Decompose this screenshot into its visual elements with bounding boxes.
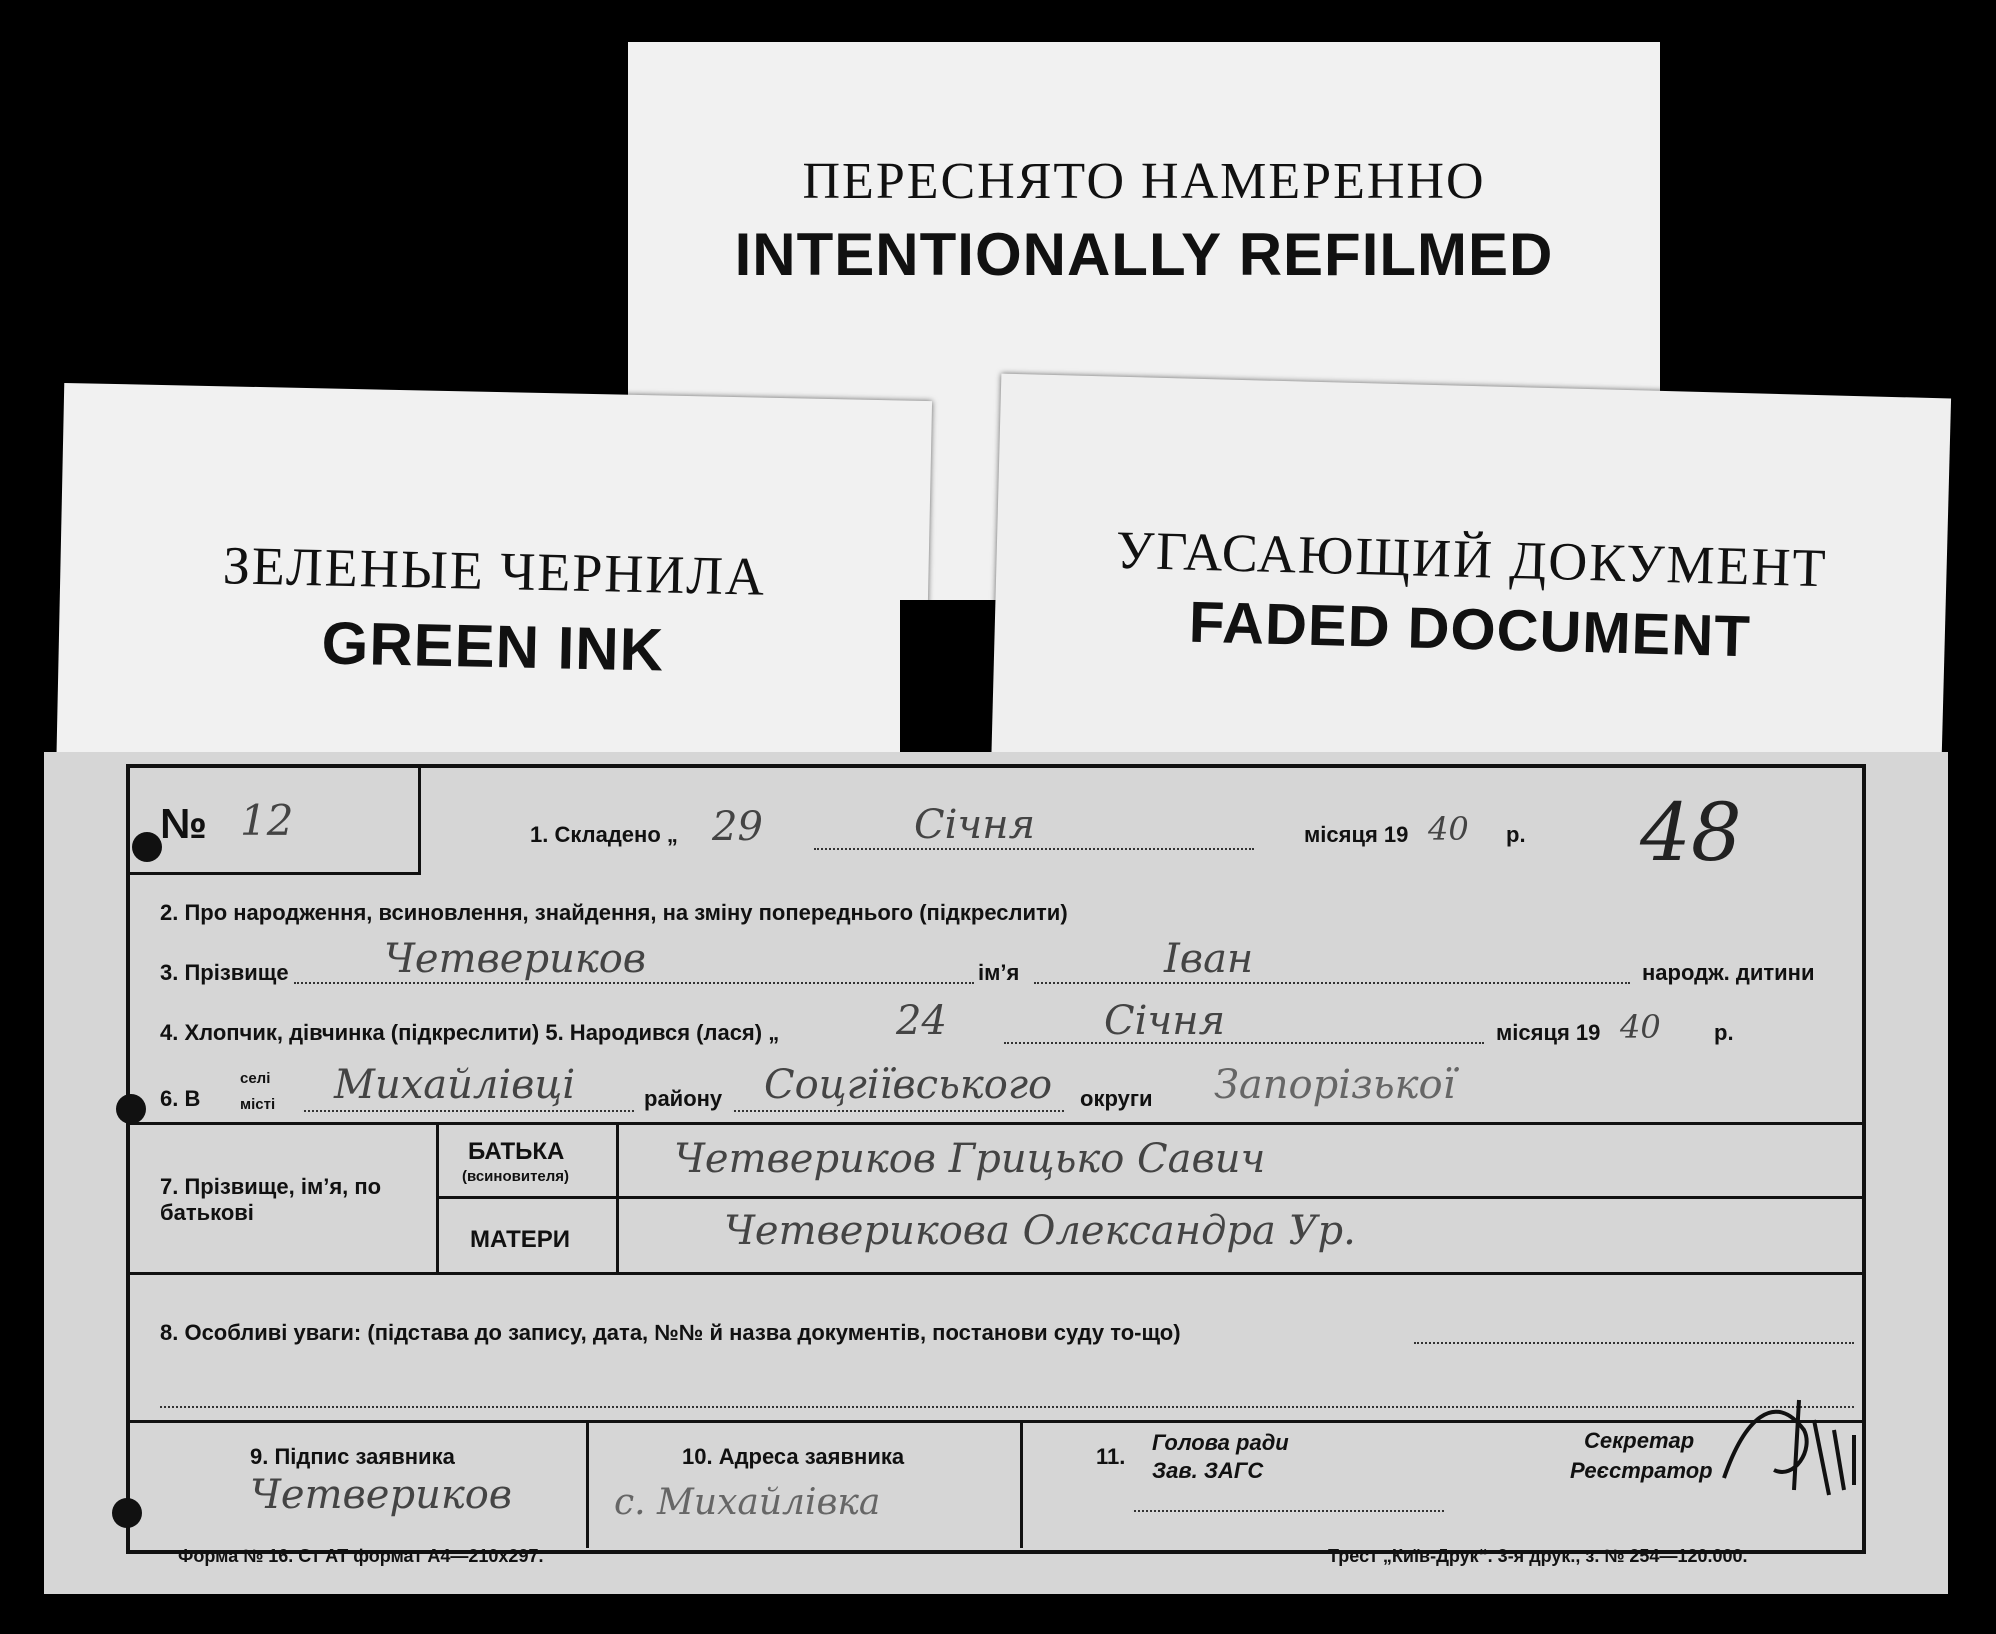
parents-bottom-line <box>130 1272 1862 1275</box>
secretary-label: Секретар <box>1584 1428 1695 1453</box>
compiled-label: 1. Складено „ <box>530 822 678 847</box>
name-value: Іван <box>1164 936 1254 982</box>
surname-label: 3. Прізвище <box>160 960 289 985</box>
signatures-divider-2 <box>1020 1420 1023 1548</box>
gender-born-label: 4. Хлопчик, дівчинка (підкреслити) 5. Народився (лася) „ <box>160 1020 780 1045</box>
green-ink-ru-label: ЗЕЛЕНЫЕ ЧЕРНИЛА <box>222 535 767 607</box>
parents-label: 7. Прізвище, ім’я, по батькові <box>160 1174 382 1225</box>
notes-line-1 <box>1414 1342 1854 1344</box>
registry-head-label: Зав. ЗАГС <box>1152 1458 1264 1483</box>
born-month-line <box>1004 1042 1484 1044</box>
father-sub-label: (всиновителя) <box>462 1168 570 1185</box>
parents-top-line <box>130 1122 1862 1125</box>
registrar-signature <box>1704 1360 1884 1510</box>
compiled-month-line <box>814 848 1254 850</box>
refilmed-ru-label: ПЕРЕСНЯТО НАМЕРЕННО <box>802 153 1486 210</box>
place-village-label: селі <box>240 1070 271 1087</box>
dark-gap <box>900 600 996 760</box>
compiled-year-label: місяця 19 <box>1304 822 1409 847</box>
form-footer-right: Трест „Київ-Друк“. 3-я друк., з. № 254—120.000. <box>1328 1546 1748 1566</box>
region-label: округи <box>1080 1086 1153 1111</box>
parents-middle-line <box>436 1196 1862 1199</box>
father-label: БАТЬКА <box>468 1138 565 1165</box>
applicant-address-value: с. Михайлівка <box>614 1482 881 1523</box>
born-day: 24 <box>896 998 947 1044</box>
place-label: 6. В <box>160 1086 201 1111</box>
punch-hole <box>132 832 162 862</box>
place-line <box>304 1110 634 1112</box>
head-of-council-label: Голова ради <box>1152 1430 1289 1455</box>
registration-type-label: 2. Про народження, всиновлення, знайдення, на зміну попереднього (підкреслити) <box>160 900 1068 925</box>
applicant-signature-value: Четвериков <box>250 1472 513 1518</box>
green-ink-card <box>56 383 932 801</box>
compiled-month: Січня <box>914 802 1036 848</box>
region-value: Запорізької <box>1214 1062 1456 1108</box>
name-label: ім’я <box>978 960 1020 985</box>
born-year-label: місяця 19 <box>1496 1020 1601 1045</box>
compiled-year: 40 <box>1428 810 1469 848</box>
green-ink-en-label: GREEN INK <box>321 609 665 684</box>
born-year: 40 <box>1620 1008 1661 1046</box>
compiled-day: 29 <box>712 804 763 850</box>
born-year-suffix: р. <box>1714 1020 1734 1045</box>
punch-hole <box>112 1498 142 1528</box>
applicant-signature-label: 9. Підпис заявника <box>250 1444 455 1469</box>
district-value: Соцгіївського <box>764 1062 1053 1108</box>
mother-label: МАТЕРИ <box>470 1226 571 1253</box>
faded-document-card <box>991 374 1951 799</box>
signatures-top-line <box>130 1420 1862 1423</box>
number-box-right <box>418 766 421 875</box>
birth-registration-form <box>44 752 1948 1594</box>
compiled-year-suffix: р. <box>1506 822 1526 847</box>
surname-line <box>294 982 974 984</box>
head-signature-line <box>1134 1510 1444 1512</box>
page-number: 48 <box>1640 786 1742 879</box>
number-value: 12 <box>240 796 294 845</box>
child-label: народж. дитини <box>1642 960 1815 985</box>
punch-hole <box>116 1094 146 1124</box>
faded-ru-label: УГАСАЮЩИЙ ДОКУМЕНТ <box>1115 519 1829 599</box>
refilmed-en-label: INTENTIONALLY REFILMED <box>734 221 1554 288</box>
father-value: Четвериков Грицько Савич <box>674 1136 1266 1182</box>
surname-value: Четвериков <box>384 936 647 982</box>
number-label: № <box>160 800 207 847</box>
place-town-label: місті <box>240 1096 276 1113</box>
registrar-label: Реєстратор <box>1570 1458 1713 1483</box>
district-label: району <box>644 1086 723 1111</box>
applicant-address-label: 10. Адреса заявника <box>682 1444 905 1469</box>
faded-en-label: FADED DOCUMENT <box>1188 589 1752 670</box>
district-line <box>734 1110 1064 1112</box>
notes-line-2 <box>160 1406 1854 1408</box>
name-line <box>1034 982 1630 984</box>
form-footer-left: Форма № 16. Ст АТ формат А4—210х297. <box>178 1546 544 1566</box>
born-month: Січня <box>1104 998 1226 1044</box>
notes-label: 8. Особливі уваги: (підстава до запису, дата, №№ й назва документів, постанови суду то-що) <box>160 1320 1181 1345</box>
place-value: Михайлівці <box>334 1062 576 1108</box>
signatures-divider-1 <box>586 1420 589 1548</box>
mother-value: Четверикова Олександра Ур. <box>724 1208 1356 1254</box>
number-box-bottom <box>130 872 420 875</box>
head-number: 11. <box>1096 1444 1126 1469</box>
